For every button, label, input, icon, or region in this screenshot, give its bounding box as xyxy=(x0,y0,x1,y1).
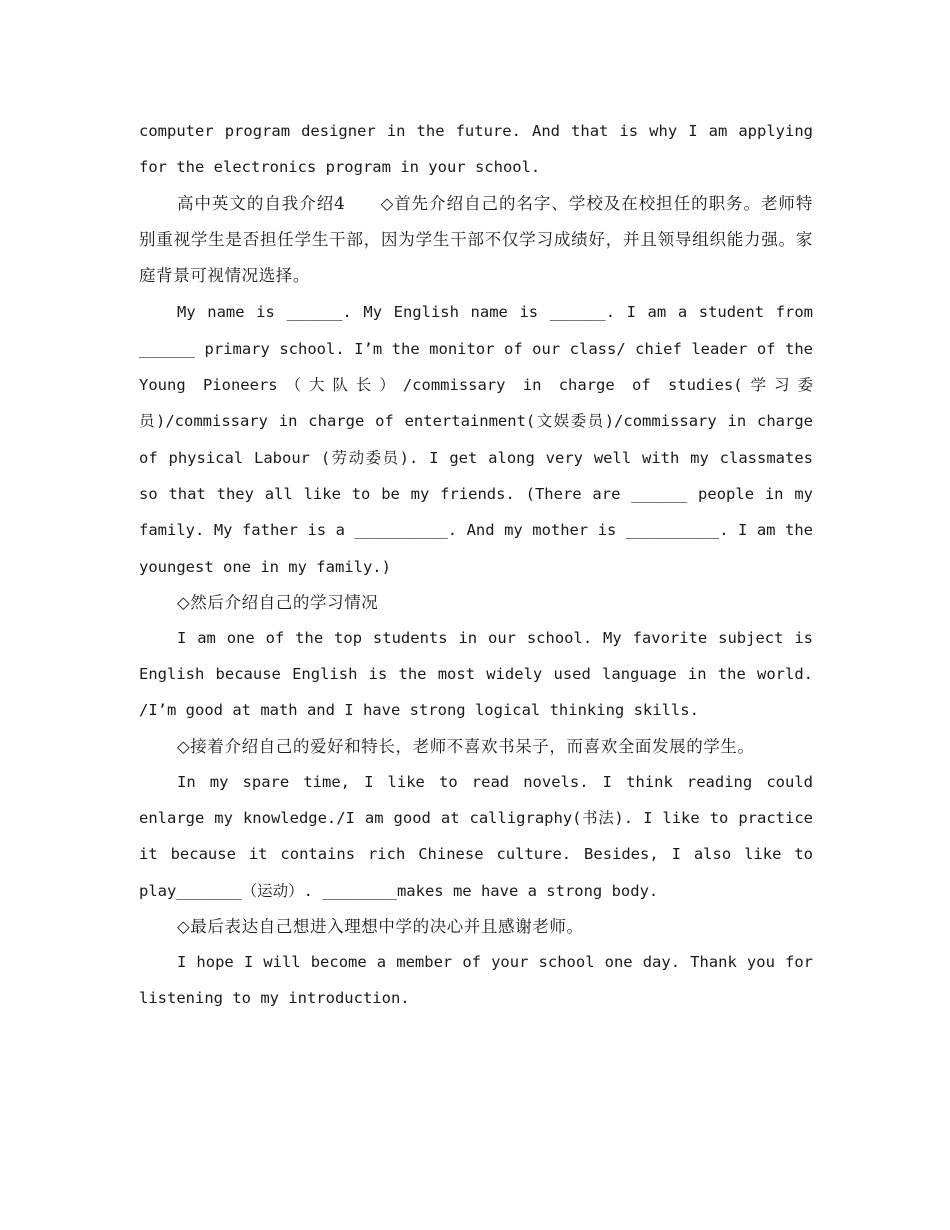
paragraph-intro-end: computer program designer in the future. And that is why I am applying for the electronics program in your school. xyxy=(139,122,813,177)
paragraph-section-4-guide: 高中英文的自我介绍4 ◇首先介绍自己的名字、学校及在校担任的职务。老师特别重视学生是否担任学生干部，因为学生干部不仅学习成绩好，并且领导组织能力强。家庭背景可视情况选择。 xyxy=(139,193,813,286)
paragraph-closing: I hope I will become a member of your school one day. Thank you for listening to my introduction. xyxy=(139,952,813,1008)
paragraph-self-introduction: My name is ______. My English name is ______. I am a student from ______ primary school. I’m the monitor of our class/ chief leader of the Young Pioneers（大队长）/commissary in charge of studies(学习委员)/commissary in charge of entertainment(文娱委员)/commissary in charge of physical Labour (劳动委员). I get along very well with my classmates so that they all like to be my friends. (There are ______ people in my family. My father is a __________. And my mother is __________. I am the youngest one in my family.) xyxy=(139,303,813,576)
paragraph-study: I am one of the top students in our school. My favorite subject is English because English is the most widely used language in the world. /I’m good at math and I have strong logical thinking skills. xyxy=(139,628,813,720)
heading-hobbies: ◇接着介绍自己的爱好和特长，老师不喜欢书呆子，而喜欢全面发展的学生。 xyxy=(177,736,755,756)
document-page xyxy=(139,113,813,1017)
heading-study-situation: ◇然后介绍自己的学习情况 xyxy=(177,592,379,612)
heading-closing: ◇最后表达自己想进入理想中学的决心并且感谢老师。 xyxy=(177,916,584,936)
paragraph-hobbies: In my spare time, I like to read novels. I think reading could enlarge my knowledge./I am good at calligraphy(书法). I like to practice it because it contains rich Chinese culture. Besides, I also like to play_______（运动）. ________makes me have a strong body. xyxy=(139,772,813,900)
